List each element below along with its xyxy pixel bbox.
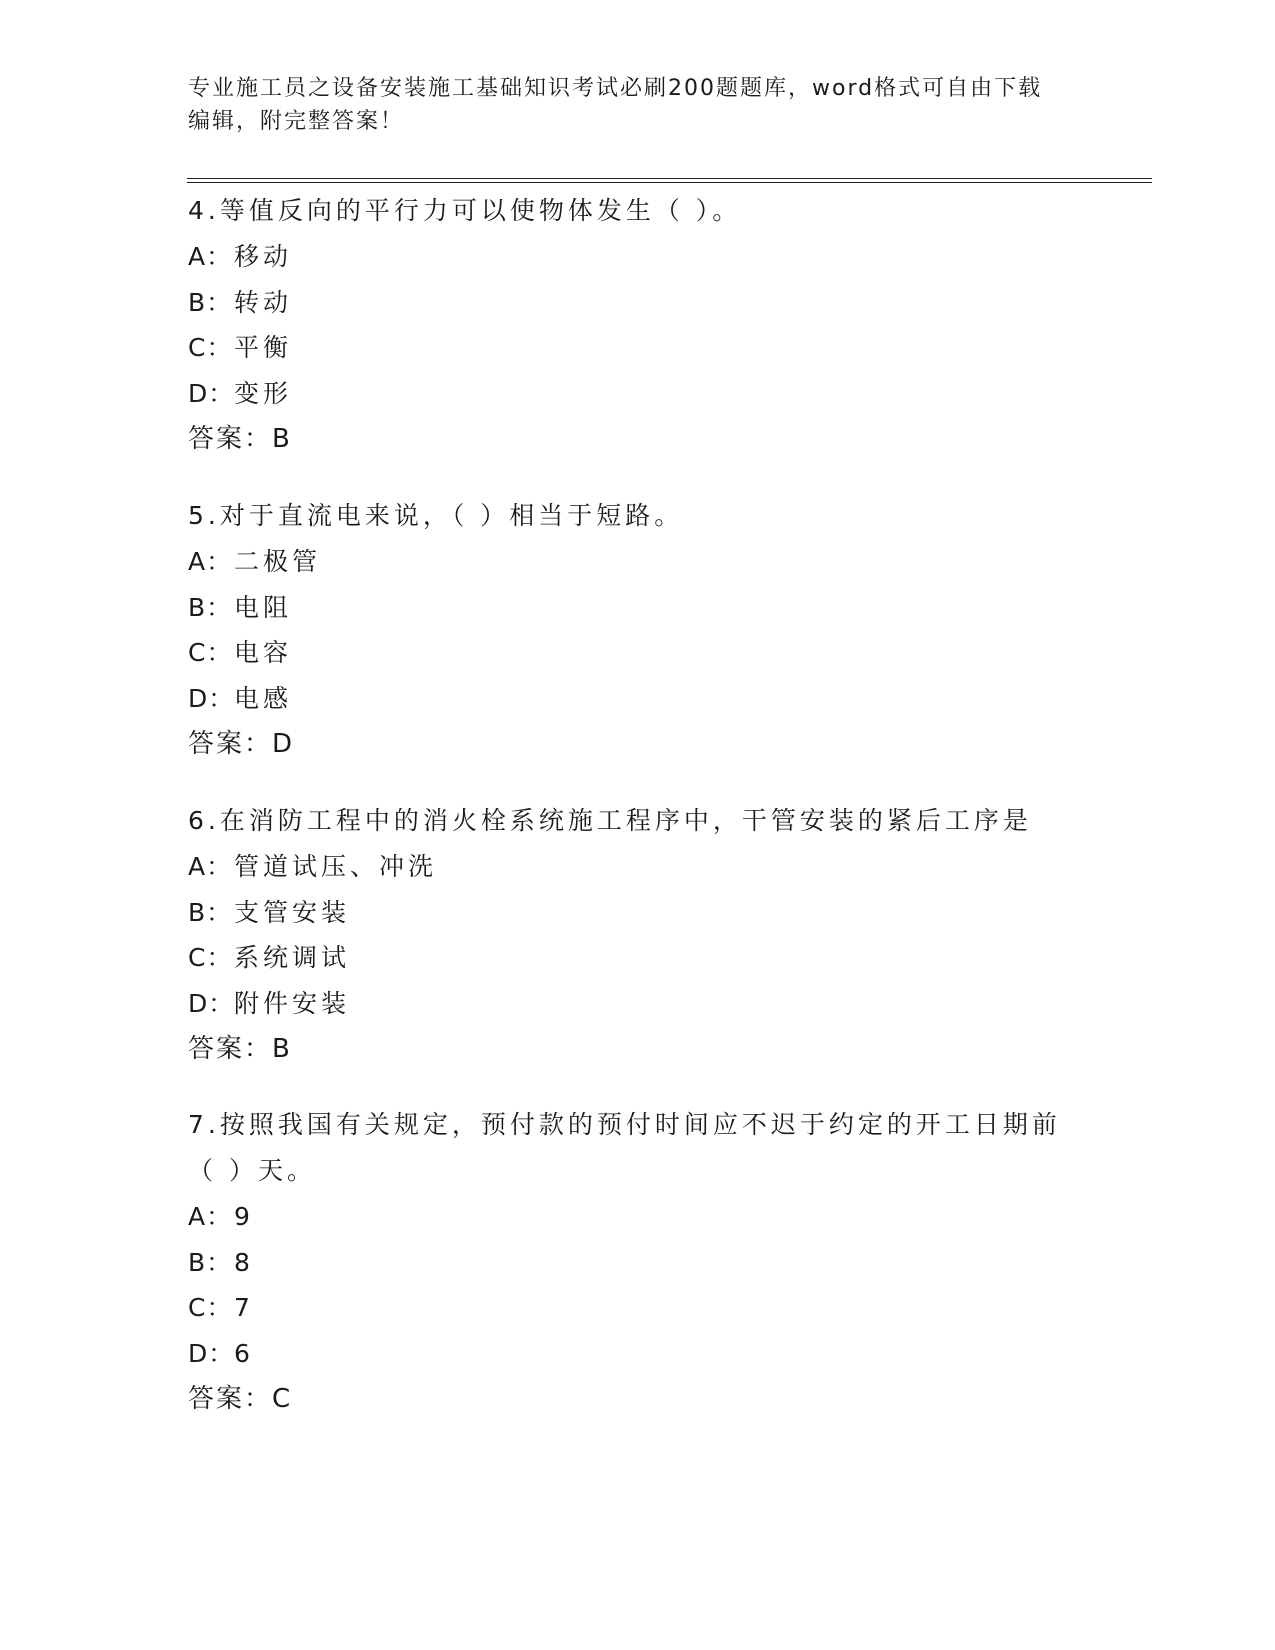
option-letter: D： <box>188 378 235 408</box>
option-letter: A： <box>188 852 233 881</box>
option-text: 移动 <box>234 242 293 271</box>
option-text: 管道试压、冲洗 <box>234 852 438 881</box>
option-d <box>188 981 1032 1027</box>
option-text: 电阻 <box>234 592 293 622</box>
option-b <box>188 585 683 631</box>
question-stem <box>188 1102 1061 1148</box>
option-letter: D： <box>188 988 235 1018</box>
question-text: 等值反向的平行力可以使物体发生（ ）。 <box>219 196 742 225</box>
question-stem <box>188 493 683 539</box>
answer-line: 答案：C <box>188 1384 293 1414</box>
option-c <box>188 935 1032 981</box>
option-letter: B： <box>188 592 233 622</box>
option-text: 平衡 <box>234 333 293 362</box>
option-d <box>188 1331 1061 1377</box>
option-a <box>188 234 741 280</box>
question-stem <box>188 798 1032 844</box>
option-letter: A： <box>188 242 233 271</box>
question-text: 对于直流电来说，（ ）相当于短路。 <box>219 501 684 530</box>
document-header <box>188 72 1068 138</box>
option-letter: C： <box>188 943 233 972</box>
question-text: 在消防工程中的消火栓系统施工程序中，干管安装的紧后工序是 <box>219 806 1032 835</box>
option-text: 变形 <box>234 378 293 408</box>
option-a <box>188 1194 1061 1240</box>
option-letter: D： <box>188 1338 235 1368</box>
question-4 <box>188 188 741 462</box>
option-text: 转动 <box>234 287 293 317</box>
question-5 <box>188 493 683 767</box>
option-text: 电容 <box>234 638 293 667</box>
header-divider <box>187 178 1152 183</box>
option-text: 9 <box>234 1202 254 1231</box>
question-text: 按照我国有关规定，预付款的预付时间应不迟于约定的开工日期前 <box>219 1110 1061 1139</box>
option-c <box>188 325 741 371</box>
question-number: 5. <box>188 501 220 530</box>
answer-line: 答案：D <box>188 729 295 759</box>
option-c <box>188 630 683 676</box>
answer-line: 答案：B <box>188 424 292 454</box>
option-text: 8 <box>234 1247 254 1277</box>
option-letter: C： <box>188 333 233 362</box>
option-text: 系统调试 <box>234 943 351 972</box>
option-a <box>188 539 683 585</box>
option-letter: B： <box>188 897 233 927</box>
option-b <box>188 1240 1061 1286</box>
option-letter: A： <box>188 547 233 576</box>
option-d <box>188 676 683 722</box>
option-text: 附件安装 <box>234 988 351 1018</box>
option-letter: C： <box>188 638 233 667</box>
header-title-line-1: 专业施工员之设备安装施工基础知识考试必刷200题题库，word格式可自由下载 <box>188 76 1043 101</box>
question-number: 7. <box>188 1110 220 1139</box>
question-6 <box>188 798 1032 1072</box>
question-stem <box>188 188 741 234</box>
option-letter: A： <box>188 1202 233 1231</box>
option-d <box>188 371 741 417</box>
question-number: 6. <box>188 806 220 835</box>
answer-line: 答案：B <box>188 1034 292 1064</box>
option-letter: B： <box>188 1247 233 1277</box>
option-text: 7 <box>234 1293 254 1322</box>
option-letter: D： <box>188 683 235 713</box>
question-7 <box>188 1102 1061 1422</box>
option-text: 6 <box>234 1338 254 1368</box>
question-number: 4. <box>188 196 220 225</box>
option-letter: B： <box>188 287 233 317</box>
option-text: 电感 <box>234 683 293 713</box>
option-text: 支管安装 <box>234 897 351 927</box>
option-b <box>188 280 741 326</box>
option-c <box>188 1285 1061 1331</box>
option-text: 二极管 <box>234 547 322 576</box>
question-stem-continued: （ ）天。 <box>188 1156 316 1185</box>
option-letter: C： <box>188 1293 233 1322</box>
option-b <box>188 890 1032 936</box>
header-title-line-2: 编辑，附完整答案！ <box>188 109 405 134</box>
option-a <box>188 844 1032 890</box>
